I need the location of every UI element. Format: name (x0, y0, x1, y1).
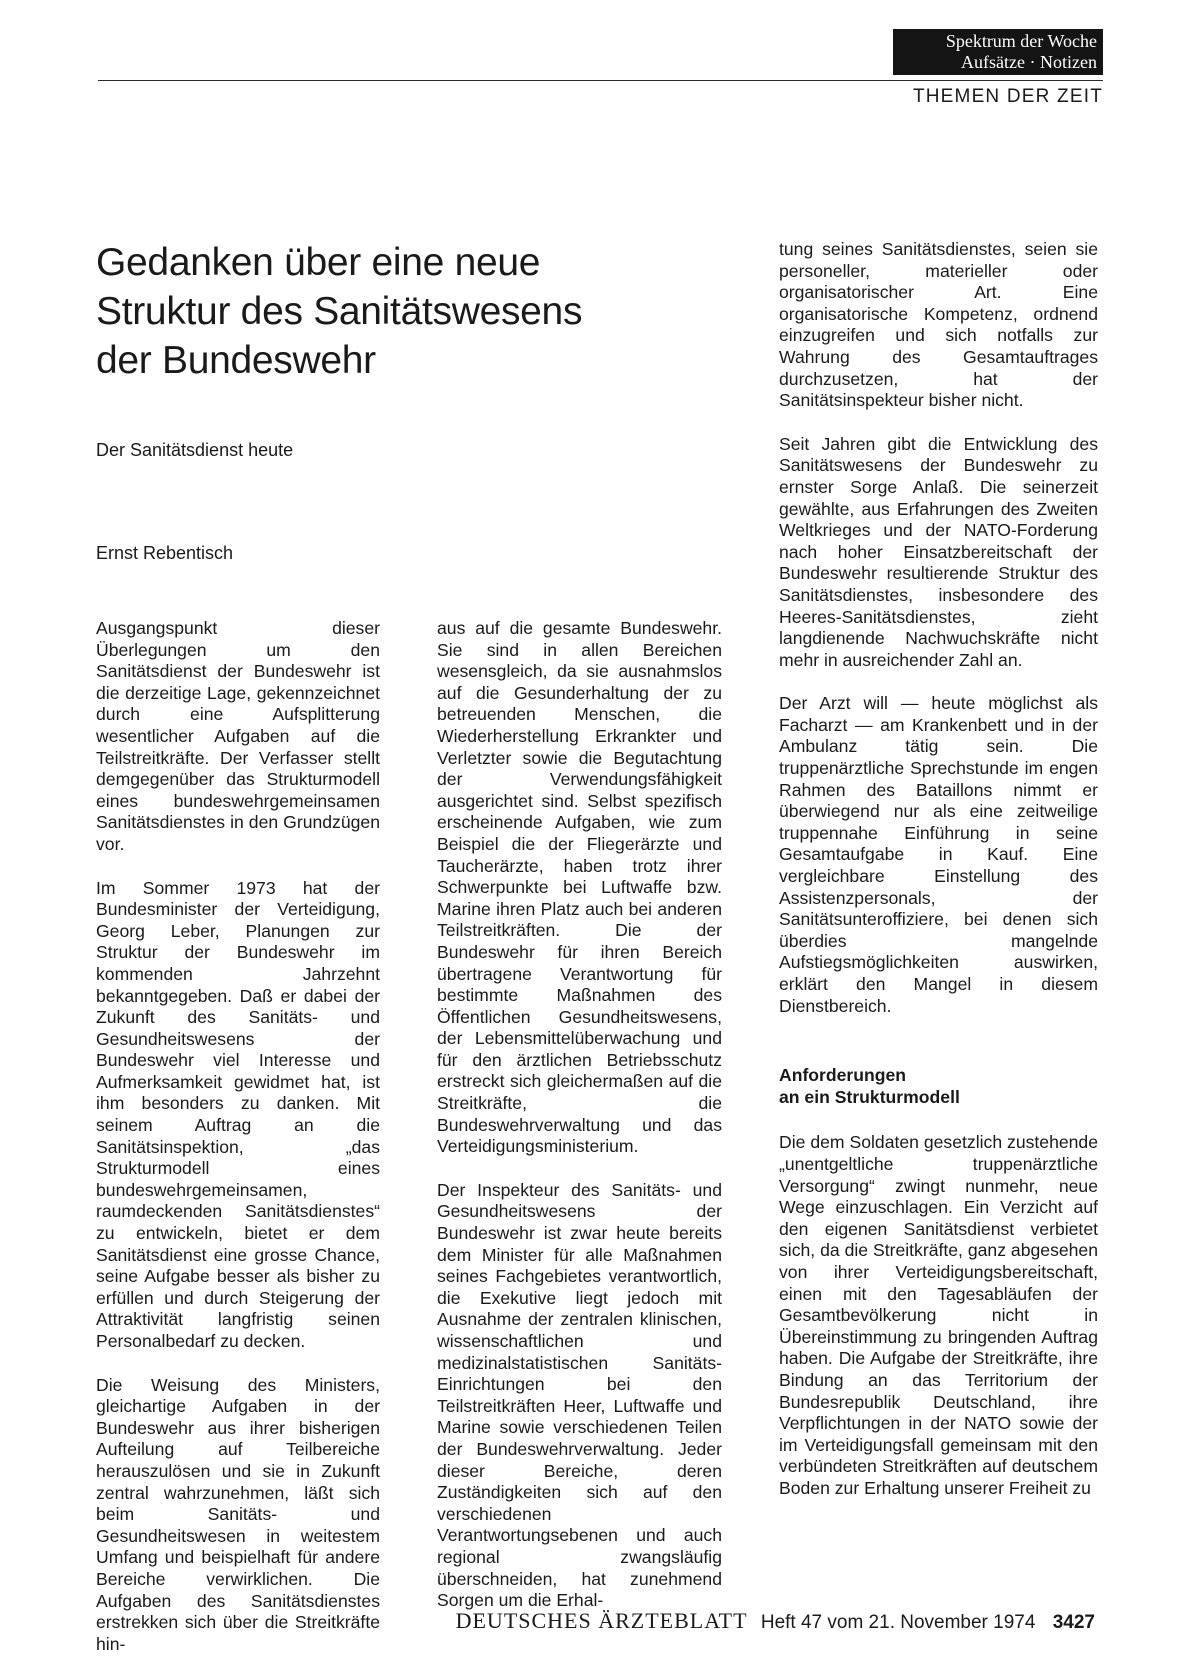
article-author: Ernst Rebentisch (96, 543, 234, 563)
lead-paragraph: Ausgangspunkt dieser Überlegungen um den Sanitätsdienst der Bundeswehr ist die derzeitige Lage, gekennzeichnet durch eine Aufsplitterung wesentlicher Aufgaben auf die Teilstreitkräfte. Der Verfasser stellt demgegenüber das Strukturmodell eines bundeswehrgemeinsamen Sanitätsdienstes in den Grundzügen vor. (96, 618, 380, 854)
page-footer (0, 1608, 1095, 1634)
page-number: 3427 (1052, 1612, 1095, 1633)
body-paragraph: Der Arzt will — heute möglichst als Facharzt — am Krankenbett und in der Ambulanz tätig sein. Die truppenärztliche Sprechstunde im engen Rahmen des Bataillons nimmt er überwiegend nur als eine zeitweilige truppennahe Einführung in seine Gesamtaufgabe in Kauf. Eine vergleichbare Einstellung des Assistenzpersonals, der Sanitätsunteroffiziere, bei denen sich überdies mangelnde Aufstiegsmöglichkeiten auswirken, erklärt den Mangel in diesem Dienstbereich. (779, 693, 1098, 1016)
body-paragraph: tung seines Sanitätsdienstes, seien sie personeller, materieller oder organisatorischer Art. Eine organisatorische Kompetenz, ordnend einzugreifen und sich notfalls zur Wahrung des Gesamtauftrages durchzusetzen, hat der Sanitätsinspekteur bisher nicht. (779, 239, 1098, 411)
section-badge (893, 29, 1103, 75)
text-column-2 (437, 618, 722, 1634)
text-column-3 (779, 239, 1098, 1521)
header-rule (98, 80, 1103, 81)
section-badge-line1: Spektrum der Woche (945, 31, 1097, 51)
body-paragraph: aus auf die gesamte Bundeswehr. Sie sind in allen Bereichen wesensgleich, da sie ausnahmslos auf die Gesunderhaltung der zu betreuenden Menschen, die Wiederherstellung Erkrankter und Verletzter sowie die Begutachtung der Verwendungsfähigkeit ausgerichtet sind. Selbst spezifisch erscheinende Aufgaben, wie zum Beispiel die der Fliegerärzte und Taucherärzte, haben trotz ihrer Schwerpunkte bei Luftwaffe bzw. Marine ihren Platz auch bei anderen Teilstreitkräften. Die der Bundeswehr für ihren Bereich übertragene Verantwortung für bestimmte Maßnahmen des Öffentlichen Gesundheitswesens, der Lebensmittelüberwachung und für den ärztlichen Betriebsschutz erstreckt sich gleichermaßen auf die Streitkräfte, die Bundeswehrverwaltung und das Verteidigungsministerium. (437, 618, 722, 1157)
article-title (96, 238, 716, 385)
title-line-1: Gedanken über eine neue (96, 241, 541, 284)
journal-name: DEUTSCHES ÄRZTEBLATT (455, 1608, 748, 1633)
issue-info: Heft 47 vom 21. November 1974 (760, 1612, 1036, 1633)
body-paragraph: Der Inspekteur des Sanitäts- und Gesundheitswesens der Bundeswehr ist zwar heute bereits dem Minister für alle Maßnahmen seines Fachgebietes verantwortlich, die Exekutive liegt jedoch mit Ausnahme der zentralen klinischen, wissenschaftlichen und medizinalstatistischen Sanitäts-Einrichtungen bei den Teilstreitkräften Heer, Luftwaffe und Marine sowie verschiedenen Teilen der Bundeswehrverwaltung. Jeder dieser Bereiche, deren Zuständigkeiten sich auf den verschiedenen Verantwortungsebenen und auch regional zwangsläufig überschneiden, hat zunehmend Sorgen um die Erhal- (437, 1179, 722, 1611)
body-paragraph: Die dem Soldaten gesetzlich zustehende „unentgeltliche truppenärztliche Versorgung“ zwingt nunmehr, neue Wege einzuschlagen. Ein Verzicht auf den eigenen Sanitätsdienst verbietet sich, da die Streitkräfte, ganz abgesehen von ihrer Verteidigungsbereitschaft, einen mit den Tagesabläufen der Gesamtbevölkerung nicht in Übereinstimmung zu bringenden Auftrag haben. Die Aufgabe der Streitkräfte, ihre Bindung an das Territorium der Bundesrepublik Deutschland, ihre Verpflichtungen in der NATO sowie der im Verteidigungsfall gemeinsam mit den verbündeten Streitkräften auf deutschem Boden zur Erhaltung unserer Freiheit zu (779, 1132, 1098, 1498)
body-paragraph: Im Sommer 1973 hat der Bundesminister der Verteidigung, Georg Leber, Planungen zur Struktur der Bundeswehr im kommenden Jahrzehnt bekanntgegeben. Daß er dabei der Zukunft des Sanitäts- und Gesundheitswesens der Bundeswehr viel Interesse und Aufmerksamkeit gewidmet hat, ist ihm besonders zu danken. Mit seinem Auftrag an die Sanitätsinspektion, „das Strukturmodell eines bundeswehrgemeinsamen, raumdeckenden Sanitätsdienstes“ zu entwickeln, bietet er dem Sanitätsdienst eine grosse Chance, seine Aufgabe besser als bisher zu erfüllen und durch Steigerung der Attraktivität langfristig seinen Personalbedarf zu decken. (96, 877, 380, 1351)
title-line-2: Struktur des Sanitätswesens (96, 290, 583, 333)
section-heading (779, 1065, 1098, 1108)
article-subtitle: Der Sanitätsdienst heute (96, 440, 294, 460)
text-column-1 (96, 618, 380, 1677)
section-rubric: THEMEN DER ZEIT (912, 86, 1103, 107)
section-heading-line1: Anforderungen (779, 1065, 907, 1086)
body-paragraph: Seit Jahren gibt die Entwicklung des Sanitätswesens der Bundeswehr zu ernster Sorge Anlaß. Die seinerzeit gewählte, aus Erfahrungen des Zweiten Weltkrieges und der NATO-Forderung nach hoher Einsatzbereitschaft der Bundeswehr resultierende Struktur des Sanitätsdienstes, insbesondere des Heeres-Sanitätsdienstes, zieht langdienende Nachwuchskräfte nicht mehr in ausreichender Zahl an. (779, 433, 1098, 670)
body-paragraph: Die Weisung des Ministers, gleichartige Aufgaben in der Bundeswehr aus ihrer bisherigen Aufteilung auf Teilbereiche herauszulösen und sie in Zukunft zentral wahrzunehmen, läßt sich beim Sanitäts- und Gesundheitswesen in weitestem Umfang und beispielhaft für andere Bereiche verwirklichen. Die Aufgaben des Sanitätsdienstes erstrekken sich über die Streitkräfte hin- (96, 1374, 380, 1654)
title-line-3: der Bundeswehr (96, 339, 376, 382)
section-badge-line2: Aufsätze · Notizen (961, 52, 1097, 72)
section-heading-line2: an ein Strukturmodell (779, 1086, 960, 1107)
